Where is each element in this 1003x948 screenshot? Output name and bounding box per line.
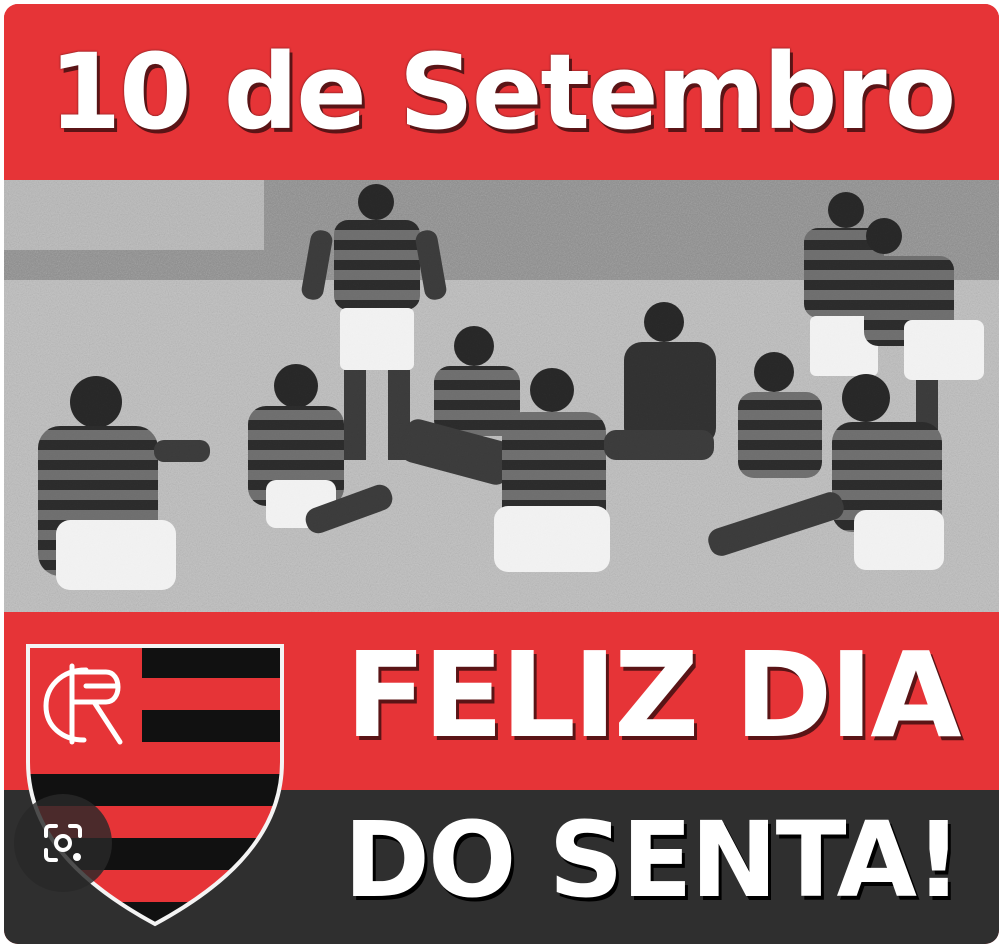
google-lens-button[interactable]: [14, 794, 112, 892]
team-photo: [4, 180, 999, 612]
poster: [4, 4, 999, 944]
title-band: [4, 4, 999, 180]
headline-line-1: FELIZ DIA: [345, 626, 959, 764]
google-lens-icon: [40, 820, 86, 866]
poster-title: 10 de Setembro: [48, 31, 955, 153]
headline-line-2: DO SENTA!: [343, 799, 961, 921]
team-photo-illustration: [4, 180, 999, 612]
